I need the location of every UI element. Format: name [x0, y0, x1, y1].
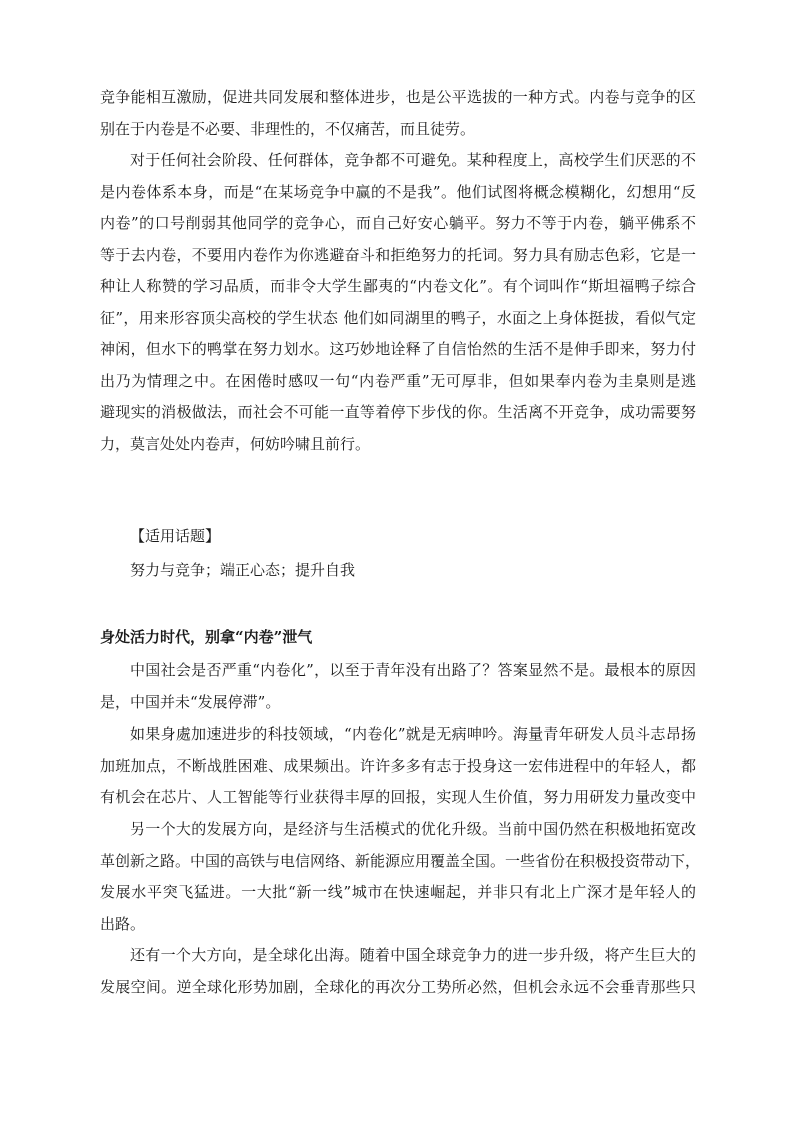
text-line: 革创新之路。中国的高铁与电信网络、新能源应用覆盖全国。一些省份在积极投资带动下， [100, 851, 701, 870]
paragraph-tech-field [100, 719, 696, 814]
topic-list [100, 555, 696, 587]
paragraph-no-stagnation [100, 655, 696, 718]
paragraph-economic-upgrade [100, 814, 701, 940]
text-line: 发展空间。逆全球化形势加剧，全球化的再次分工势所必然，但机会永远不会垂青那些只 [100, 977, 696, 996]
text-line: 别在于内卷是不必要、非理性的，不仅痛苦，而且徒劳。 [100, 119, 476, 138]
text-line: 努力与竞争；端正心态；提升自我 [130, 561, 356, 579]
topic-section-title [100, 521, 696, 553]
text-line: 另一个大的发展方向，是经济与生活模式的优化升级。当前中国仍然在积极地拓宽改 [130, 820, 696, 838]
paragraph-competition-inevitable [100, 145, 696, 460]
text-line: 力，莫言处处内卷声，何妨吟啸且前行。 [100, 434, 371, 453]
text-line: 有机会在芯片、人工智能等行业获得丰厚的回报，实现人生价值，努力用研发力量改变中 [100, 788, 696, 806]
text-line: 等于去内卷，不要用内卷作为你逃避奋斗和拒绝努力的托词。努力具有励志色彩，它是一 [100, 245, 696, 264]
text-line: 对于任何社会阶段、任何群体，竞争都不可避免。某种程度上，高校学生们厌恶的不 [130, 151, 696, 169]
text-line: 是，中国并未“发展停滞”。 [100, 692, 281, 711]
text-line: 神闲，但水下的鸭掌在努力划水。这巧妙地诠释了自信怡然的生活不是伸手即来，努力付 [100, 340, 696, 358]
text-line: 出乃为情理之中。在困倦时感叹一句“内卷严重”无可厚非，但如果奉内卷为圭臬则是逃 [100, 371, 696, 390]
text-line: 竞争能相互激励，促进共同发展和整体进步，也是公平选拔的一种方式。内卷与竞争的区 [100, 88, 696, 106]
text-line: 【适用话题】 [130, 527, 221, 545]
text-line: 还有一个大方向，是全球化出海。随着中国全球竞争力的进一步升级，将产生巨大的 [130, 946, 696, 964]
text-line: 内卷”的口号削弱其他同学的竞争心，而自己好安心躺平。努力不等于内卷，躺平佛系不 [100, 214, 696, 232]
paragraph-competition-definition [100, 82, 696, 145]
text-line: 身处活力时代，别拿“内卷”泄气 [100, 628, 313, 646]
text-line: 征”，用来形容顶尖高校的学生状态 他们如同湖里的鸭子，水面之上身体挺拔，看似气定 [100, 308, 696, 327]
text-line: 种让人称赞的学习品质，而非令大学生鄙夷的“内卷文化”。有个词叫作“斯坦福鸭子综合 [100, 277, 696, 295]
text-line: 出路。 [100, 914, 146, 933]
text-line: 如果身處加速进步的科技领域，“内卷化”就是无病呻吟。海量青年研发人员斗志昂扬 [130, 725, 696, 743]
paragraph-globalization [100, 940, 696, 1003]
text-line: 发展水平突飞猛进。一大批“新一线”城市在快速崛起，并非只有北上广深才是年轻人的 [100, 883, 696, 901]
text-line: 避现实的消极做法，而社会不可能一直等着停下步伐的你。生活离不开竞争，成功需要努 [100, 403, 696, 421]
text-line: 加班加点，不断战胜困难、成果频出。许许多多有志于投身这一宏伟进程中的年轻人，都 [100, 756, 696, 775]
section-heading [100, 622, 696, 654]
text-line: 中国社会是否严重“内卷化”，以至于青年没有出路了？答案显然不是。最根本的原因 [130, 661, 696, 679]
text-line: 是内卷体系本身，而是“在某场竞争中赢的不是我”。他们试图将概念模糊化，幻想用“反 [100, 182, 696, 201]
